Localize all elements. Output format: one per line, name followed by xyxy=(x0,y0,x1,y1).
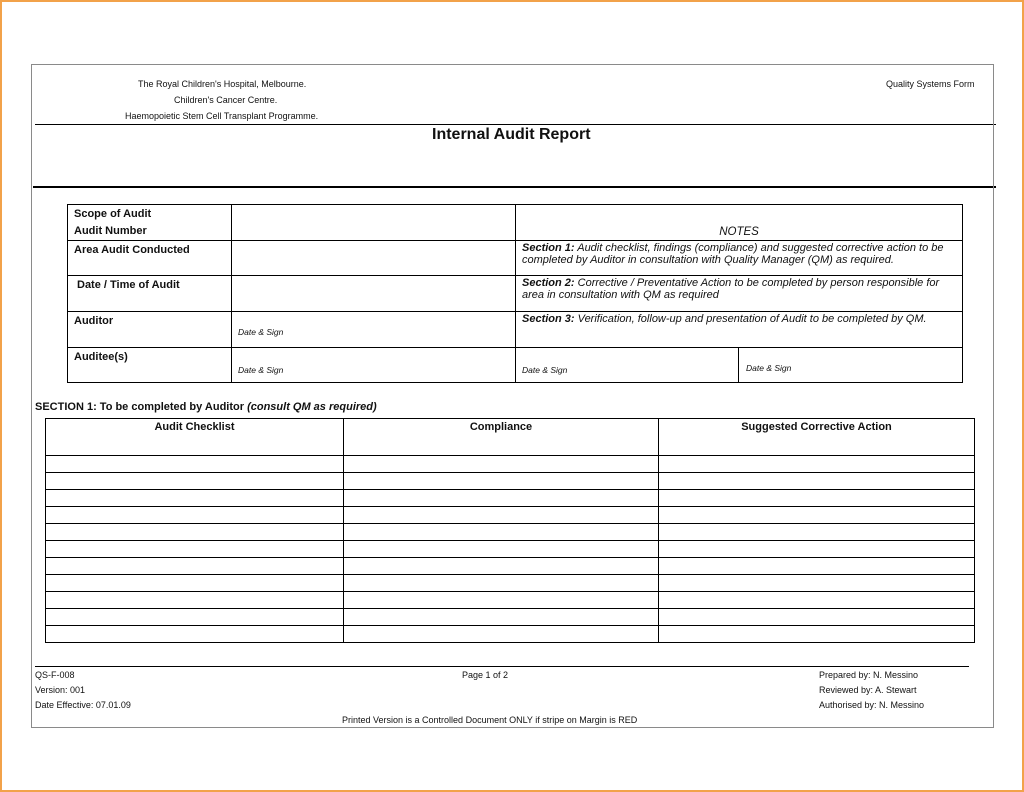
verification-date-sign: Date & Sign xyxy=(746,363,792,373)
compliance-cell[interactable] xyxy=(344,592,659,609)
checklist-cell[interactable] xyxy=(46,456,344,473)
area-field[interactable] xyxy=(232,241,516,276)
corrective-action-cell[interactable] xyxy=(659,507,975,524)
checklist-cell[interactable] xyxy=(46,626,344,643)
checklist-cell[interactable] xyxy=(46,592,344,609)
title-divider xyxy=(33,186,996,188)
scope-number-field[interactable] xyxy=(232,205,516,241)
compliance-cell[interactable] xyxy=(344,456,659,473)
note-section-2-label: Section 2: xyxy=(522,277,575,289)
verification-sign-field[interactable] xyxy=(739,348,963,383)
form-code: QS-F-008 xyxy=(35,670,75,680)
compliance-cell[interactable] xyxy=(344,626,659,643)
date-effective: Date Effective: 07.01.09 xyxy=(35,700,131,710)
auditor-label: Auditor xyxy=(74,315,114,327)
column-header-checklist: Audit Checklist xyxy=(46,419,344,456)
table-row xyxy=(46,592,975,609)
notes-heading-cell xyxy=(516,205,963,241)
org-line-3: Haemopoietic Stem Cell Transplant Programme. xyxy=(125,111,319,121)
notes-heading: NOTES xyxy=(719,226,759,238)
checklist-cell[interactable] xyxy=(46,575,344,592)
audit-checklist-table xyxy=(45,418,975,643)
corrective-action-cell[interactable] xyxy=(659,524,975,541)
note-section-3-label: Section 3: xyxy=(522,313,575,325)
note-section-1 xyxy=(516,241,963,276)
compliance-cell[interactable] xyxy=(344,524,659,541)
date-time-label-cell xyxy=(68,276,232,312)
compliance-cell[interactable] xyxy=(344,558,659,575)
auditees-label: Auditee(s) xyxy=(74,351,128,363)
note-section-2 xyxy=(516,276,963,312)
table-row xyxy=(46,507,975,524)
auditor-field[interactable] xyxy=(232,312,516,348)
area-label-cell xyxy=(68,241,232,276)
corrective-action-cell[interactable] xyxy=(659,592,975,609)
auditor-label-cell xyxy=(68,312,232,348)
table-row xyxy=(46,626,975,643)
footer-divider xyxy=(35,666,969,667)
auditor-date-sign: Date & Sign xyxy=(238,327,284,337)
table-row xyxy=(46,609,975,626)
corrective-action-cell[interactable] xyxy=(659,575,975,592)
table-row xyxy=(46,541,975,558)
date-time-label: Date / Time of Audit xyxy=(77,279,180,291)
note-section-1-text: Audit checklist, findings (compliance) and suggested corrective action to be completed by Auditor in consultation with Quality Manager (QM) as required. xyxy=(522,242,944,266)
reviewed-by: Reviewed by: A. Stewart xyxy=(819,685,917,695)
table-row xyxy=(46,456,975,473)
note-section-3 xyxy=(516,312,963,348)
corrective-action-cell[interactable] xyxy=(659,456,975,473)
form-type: Quality Systems Form xyxy=(886,79,975,89)
checklist-cell[interactable] xyxy=(46,609,344,626)
header-divider xyxy=(35,124,996,125)
page-title: Internal Audit Report xyxy=(432,126,591,143)
section-1-heading-text: SECTION 1: To be completed by Auditor xyxy=(35,401,248,413)
audit-info-table xyxy=(67,204,963,383)
corrective-action-cell[interactable] xyxy=(659,473,975,490)
table-row xyxy=(46,490,975,507)
checklist-cell[interactable] xyxy=(46,490,344,507)
qm-date-sign: Date & Sign xyxy=(522,365,568,375)
compliance-cell[interactable] xyxy=(344,609,659,626)
section-1-heading-note: (consult QM as required) xyxy=(247,401,377,413)
compliance-cell[interactable] xyxy=(344,507,659,524)
section-1-heading xyxy=(35,401,377,413)
note-section-3-text: Verification, follow-up and presentation of Audit to be completed by QM. xyxy=(574,313,927,325)
checklist-cell[interactable] xyxy=(46,473,344,490)
corrective-action-cell[interactable] xyxy=(659,541,975,558)
auditees-label-cell xyxy=(68,348,232,383)
scope-number-cell xyxy=(68,205,232,241)
page-number: Page 1 of 2 xyxy=(462,670,509,680)
table-row xyxy=(46,524,975,541)
corrective-action-cell[interactable] xyxy=(659,490,975,507)
table-row xyxy=(46,558,975,575)
corrective-action-cell[interactable] xyxy=(659,626,975,643)
table-row xyxy=(46,473,975,490)
corrective-action-cell[interactable] xyxy=(659,609,975,626)
controlled-document-note: Printed Version is a Controlled Document ONLY if stripe on Margin is RED xyxy=(342,715,638,725)
compliance-cell[interactable] xyxy=(344,473,659,490)
prepared-by: Prepared by: N. Messino xyxy=(819,670,919,680)
column-header-compliance: Compliance xyxy=(344,419,659,456)
note-section-1-label: Section 1: xyxy=(522,242,575,254)
version: Version: 001 xyxy=(35,685,86,695)
note-section-2-text: Corrective / Preventative Action to be completed by person responsible for area in consultation with QM as required xyxy=(522,277,940,301)
auditees-date-sign: Date & Sign xyxy=(238,365,284,375)
column-header-corrective-action: Suggested Corrective Action xyxy=(659,419,975,456)
date-time-field[interactable] xyxy=(232,276,516,312)
compliance-cell[interactable] xyxy=(344,490,659,507)
corrective-action-cell[interactable] xyxy=(659,558,975,575)
compliance-cell[interactable] xyxy=(344,541,659,558)
org-line-2: Children's Cancer Centre. xyxy=(174,95,278,105)
checklist-cell[interactable] xyxy=(46,507,344,524)
checklist-cell[interactable] xyxy=(46,558,344,575)
area-label: Area Audit Conducted xyxy=(74,244,190,256)
audit-number-label: Audit Number xyxy=(74,225,147,237)
checklist-cell[interactable] xyxy=(46,524,344,541)
table-row xyxy=(46,575,975,592)
org-line-1: The Royal Children's Hospital, Melbourne. xyxy=(138,79,307,89)
scope-label: Scope of Audit xyxy=(74,208,152,220)
authorised-by: Authorised by: N. Messino xyxy=(819,700,925,710)
qm-sign-field[interactable] xyxy=(516,348,739,383)
compliance-cell[interactable] xyxy=(344,575,659,592)
auditees-field[interactable] xyxy=(232,348,516,383)
checklist-cell[interactable] xyxy=(46,541,344,558)
